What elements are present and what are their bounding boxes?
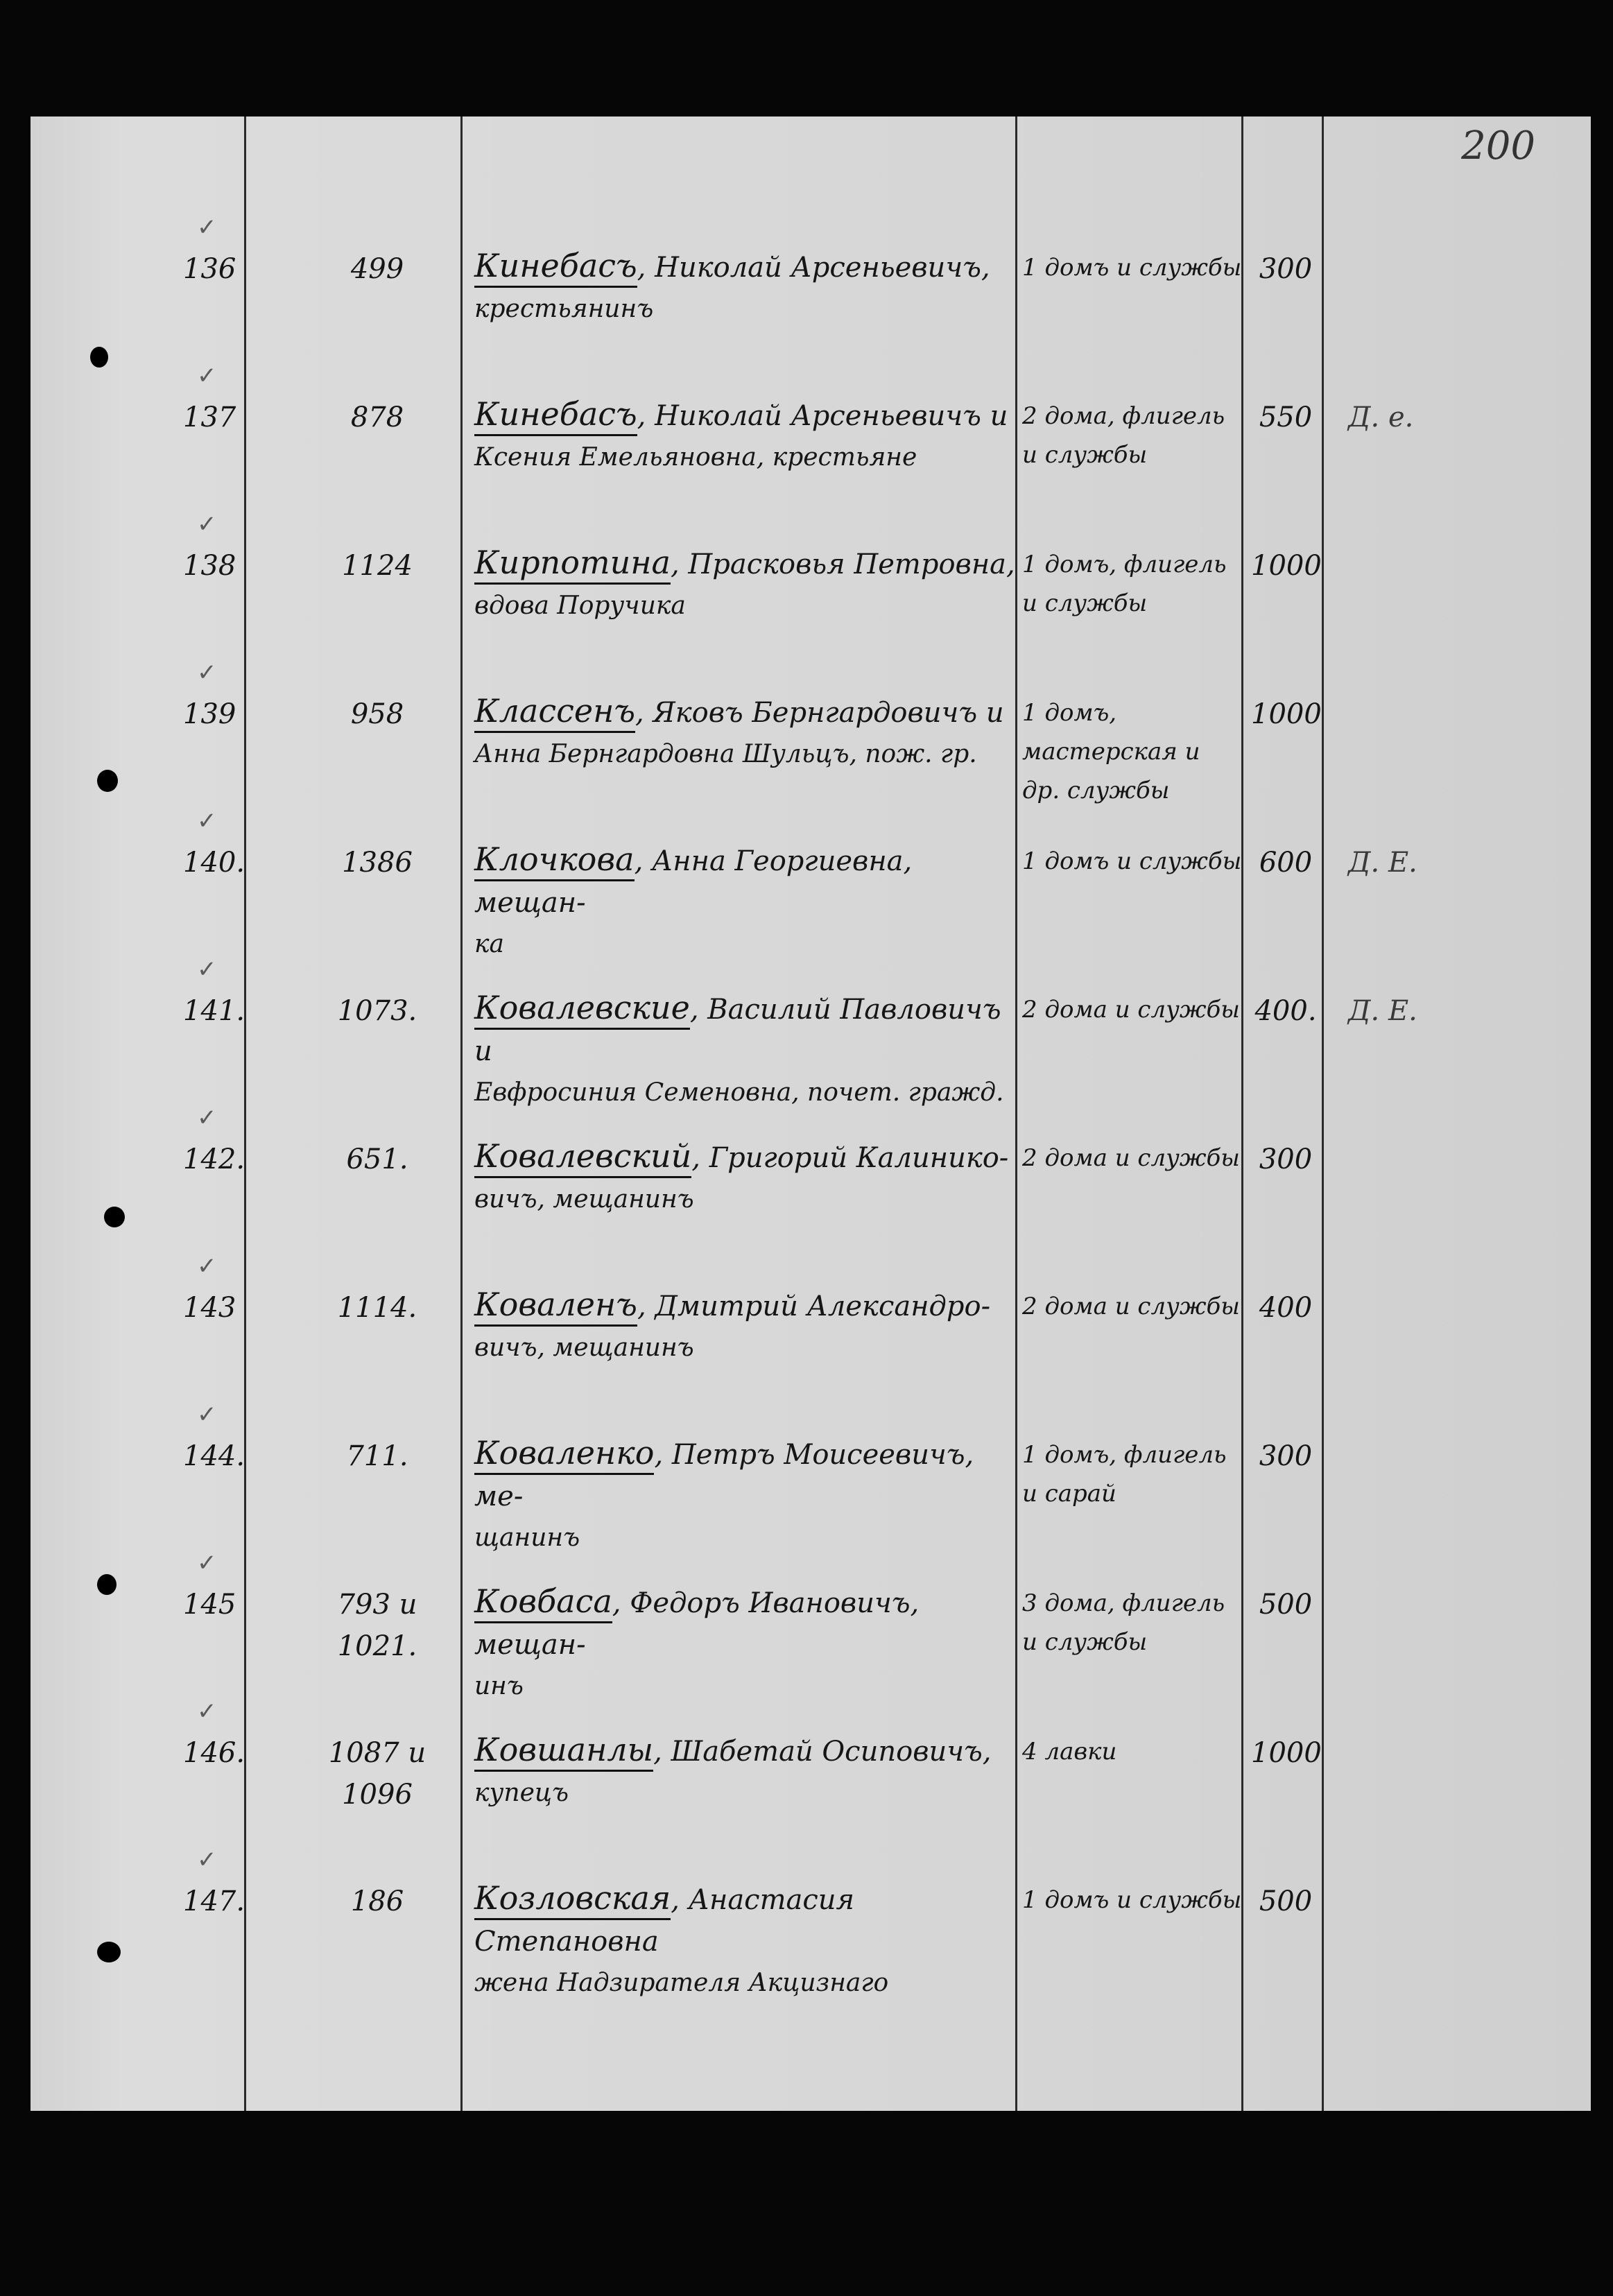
entry-number: 141. (183, 995, 245, 1027)
table-row (31, 1508, 1591, 1700)
owner-name (474, 245, 1015, 330)
owner-surname: Козловская (474, 1879, 671, 1920)
plot-number: 1386 (342, 847, 413, 879)
table-row (31, 1656, 1591, 1811)
property-description: 1 домъ, флигель и сарай (1022, 1441, 1227, 1508)
owner-name-continuation: ка (474, 930, 504, 958)
property-description: 1 домъ и службы (1022, 1886, 1242, 1914)
valuation-amount: 400. (1254, 995, 1317, 1027)
plot-number: 499 (350, 253, 404, 285)
punch-hole (90, 347, 108, 368)
owner-surname: Классенъ (474, 692, 635, 733)
entry-number: 137 (183, 402, 236, 433)
owner-surname: Ковбаса (474, 1582, 612, 1623)
margin-note: Д. Е. (1348, 847, 1417, 879)
punch-hole (104, 1207, 125, 1227)
valuation-amount: 550 (1259, 402, 1313, 433)
margin-note: Д. е. (1348, 402, 1414, 433)
table-row (31, 469, 1591, 620)
property-description: 3 дома, флигель и службы (1022, 1589, 1225, 1656)
owner-name-continuation: инъ (474, 1672, 524, 1700)
register-entries (31, 116, 1591, 2111)
plot-number: 1087 и 1096 (328, 1737, 426, 1811)
valuation-amount: 500 (1259, 1885, 1313, 1917)
owner-name-rest: , Анна Георгиевна, мещан- (474, 845, 913, 919)
table-row (31, 172, 1591, 323)
entry-number: 139 (183, 698, 236, 730)
check-mark-icon: ✓ (197, 1549, 217, 1577)
valuation-amount: 300 (1259, 1143, 1313, 1175)
valuation-amount: 1000 (1251, 550, 1322, 582)
owner-name (474, 393, 1015, 478)
punch-hole (97, 1574, 117, 1595)
owner-name-continuation: вичъ, мещанинъ (474, 1333, 694, 1362)
owner-surname: Ковшанлы (474, 1731, 653, 1772)
property-description: 4 лавки (1022, 1738, 1117, 1766)
property-description: 2 дома и службы (1022, 1293, 1240, 1320)
owner-name-continuation: щанинъ (474, 1524, 580, 1552)
plot-number: 711. (346, 1440, 408, 1472)
property-description: 2 дома, флигель и службы (1022, 402, 1225, 469)
entry-number: 144. (183, 1440, 245, 1472)
owner-name-rest: , Николай Арсеньевичъ и (637, 400, 1008, 432)
entry-number: 142. (183, 1143, 245, 1175)
owner-name (474, 1877, 1015, 2004)
check-mark-icon: ✓ (197, 659, 217, 687)
table-row (31, 320, 1591, 472)
owner-name-continuation: жена Надзирателя Акцизнаго (474, 1969, 889, 1997)
owner-name-rest: , Петръ Моисеевичъ, ме- (474, 1439, 974, 1512)
owner-name-rest: , Шабетай Осиповичъ, (653, 1736, 992, 1768)
check-mark-icon: ✓ (197, 1846, 217, 1874)
check-mark-icon: ✓ (197, 807, 217, 835)
plot-number: 1124 (342, 550, 413, 582)
owner-name-rest: , Николай Арсеньевичъ, (637, 252, 990, 284)
owner-surname: Ковалевские (474, 989, 690, 1030)
entry-number: 143 (183, 1292, 236, 1324)
entry-number: 136 (183, 253, 236, 285)
property-description: 2 дома и службы (1022, 996, 1240, 1024)
check-mark-icon: ✓ (197, 1104, 217, 1132)
punch-hole (97, 770, 118, 792)
plot-number: 793 и 1021. (337, 1589, 417, 1662)
valuation-amount: 400 (1259, 1292, 1313, 1324)
check-mark-icon: ✓ (197, 1401, 217, 1428)
table-row (31, 1804, 1591, 1997)
owner-surname: Кинебасъ (474, 247, 637, 288)
owner-name-continuation: Анна Бернгардовна Шульцъ, пож. гр. (474, 740, 977, 768)
margin-note: Д. Е. (1348, 995, 1417, 1027)
plot-number: 1114. (337, 1292, 417, 1324)
owner-name-continuation: вдова Поручика (474, 592, 686, 620)
owner-name-rest: , Григорий Калинико- (691, 1142, 1009, 1174)
owner-surname: Клочкова (474, 840, 635, 881)
property-description: 1 домъ и службы (1022, 847, 1242, 875)
check-mark-icon: ✓ (197, 1252, 217, 1280)
valuation-amount: 600 (1259, 847, 1313, 879)
owner-name-continuation: крестьянинъ (474, 295, 654, 323)
entry-number: 146. (183, 1737, 245, 1769)
owner-name (474, 690, 1015, 775)
owner-name-continuation: Ксения Емельяновна, крестьяне (474, 443, 917, 472)
owner-name-rest: , Федоръ Ивановичъ, мещан- (474, 1587, 920, 1661)
owner-name-rest: , Анастасия Степановна (474, 1884, 855, 1958)
owner-name-rest: , Василий Павловичъ и (474, 994, 1001, 1067)
entry-number: 138 (183, 550, 236, 582)
owner-name (474, 1729, 1015, 1814)
plot-number: 958 (350, 698, 404, 730)
owner-name-continuation: вичъ, мещанинъ (474, 1185, 694, 1214)
check-mark-icon: ✓ (197, 1698, 217, 1725)
table-row (31, 1359, 1591, 1552)
check-mark-icon: ✓ (197, 362, 217, 390)
owner-name (474, 1284, 1015, 1369)
owner-name (474, 1135, 1015, 1220)
owner-surname: Ковалевский (474, 1137, 691, 1178)
check-mark-icon: ✓ (197, 956, 217, 983)
valuation-amount: 300 (1259, 1440, 1313, 1472)
property-description: 1 домъ, мастерская и др. службы (1022, 699, 1200, 804)
owner-name (474, 542, 1015, 627)
owner-name-rest: , Яковъ Бернгардовичъ и (635, 697, 1004, 729)
table-row (31, 766, 1591, 958)
check-mark-icon: ✓ (197, 214, 217, 241)
punch-hole (97, 1942, 121, 1962)
property-description: 2 дома и службы (1022, 1144, 1240, 1172)
check-mark-icon: ✓ (197, 510, 217, 538)
table-row (31, 617, 1591, 804)
table-row (31, 1062, 1591, 1214)
owner-surname: Кирпотина (474, 544, 671, 585)
owner-surname: Коваленко (474, 1434, 654, 1475)
valuation-amount: 300 (1259, 253, 1313, 285)
document-page (31, 116, 1591, 2111)
plot-number: 1073. (337, 995, 417, 1027)
plot-number: 651. (346, 1143, 408, 1175)
property-description: 1 домъ, флигель и службы (1022, 551, 1227, 617)
table-row (31, 1211, 1591, 1362)
property-description: 1 домъ и службы (1022, 254, 1242, 282)
plot-number: 186 (350, 1885, 404, 1917)
plot-number: 878 (350, 402, 404, 433)
owner-surname: Коваленъ (474, 1286, 637, 1327)
valuation-amount: 500 (1259, 1589, 1313, 1621)
entry-number: 140. (183, 847, 245, 879)
valuation-amount: 1000 (1251, 1737, 1322, 1769)
owner-name-continuation: Евфросиния Семеновна, почет. гражд. (474, 1078, 1004, 1107)
owner-surname: Кинебасъ (474, 395, 637, 436)
owner-name-continuation: купецъ (474, 1779, 569, 1807)
table-row (31, 914, 1591, 1107)
entry-number: 147. (183, 1885, 245, 1917)
owner-name-rest: , Дмитрий Александро- (637, 1291, 991, 1322)
valuation-amount: 1000 (1251, 698, 1322, 730)
entry-number: 145 (183, 1589, 236, 1621)
owner-name-rest: , Прасковья Петровна, (670, 549, 1015, 580)
page-number: 200 (1461, 123, 1535, 169)
